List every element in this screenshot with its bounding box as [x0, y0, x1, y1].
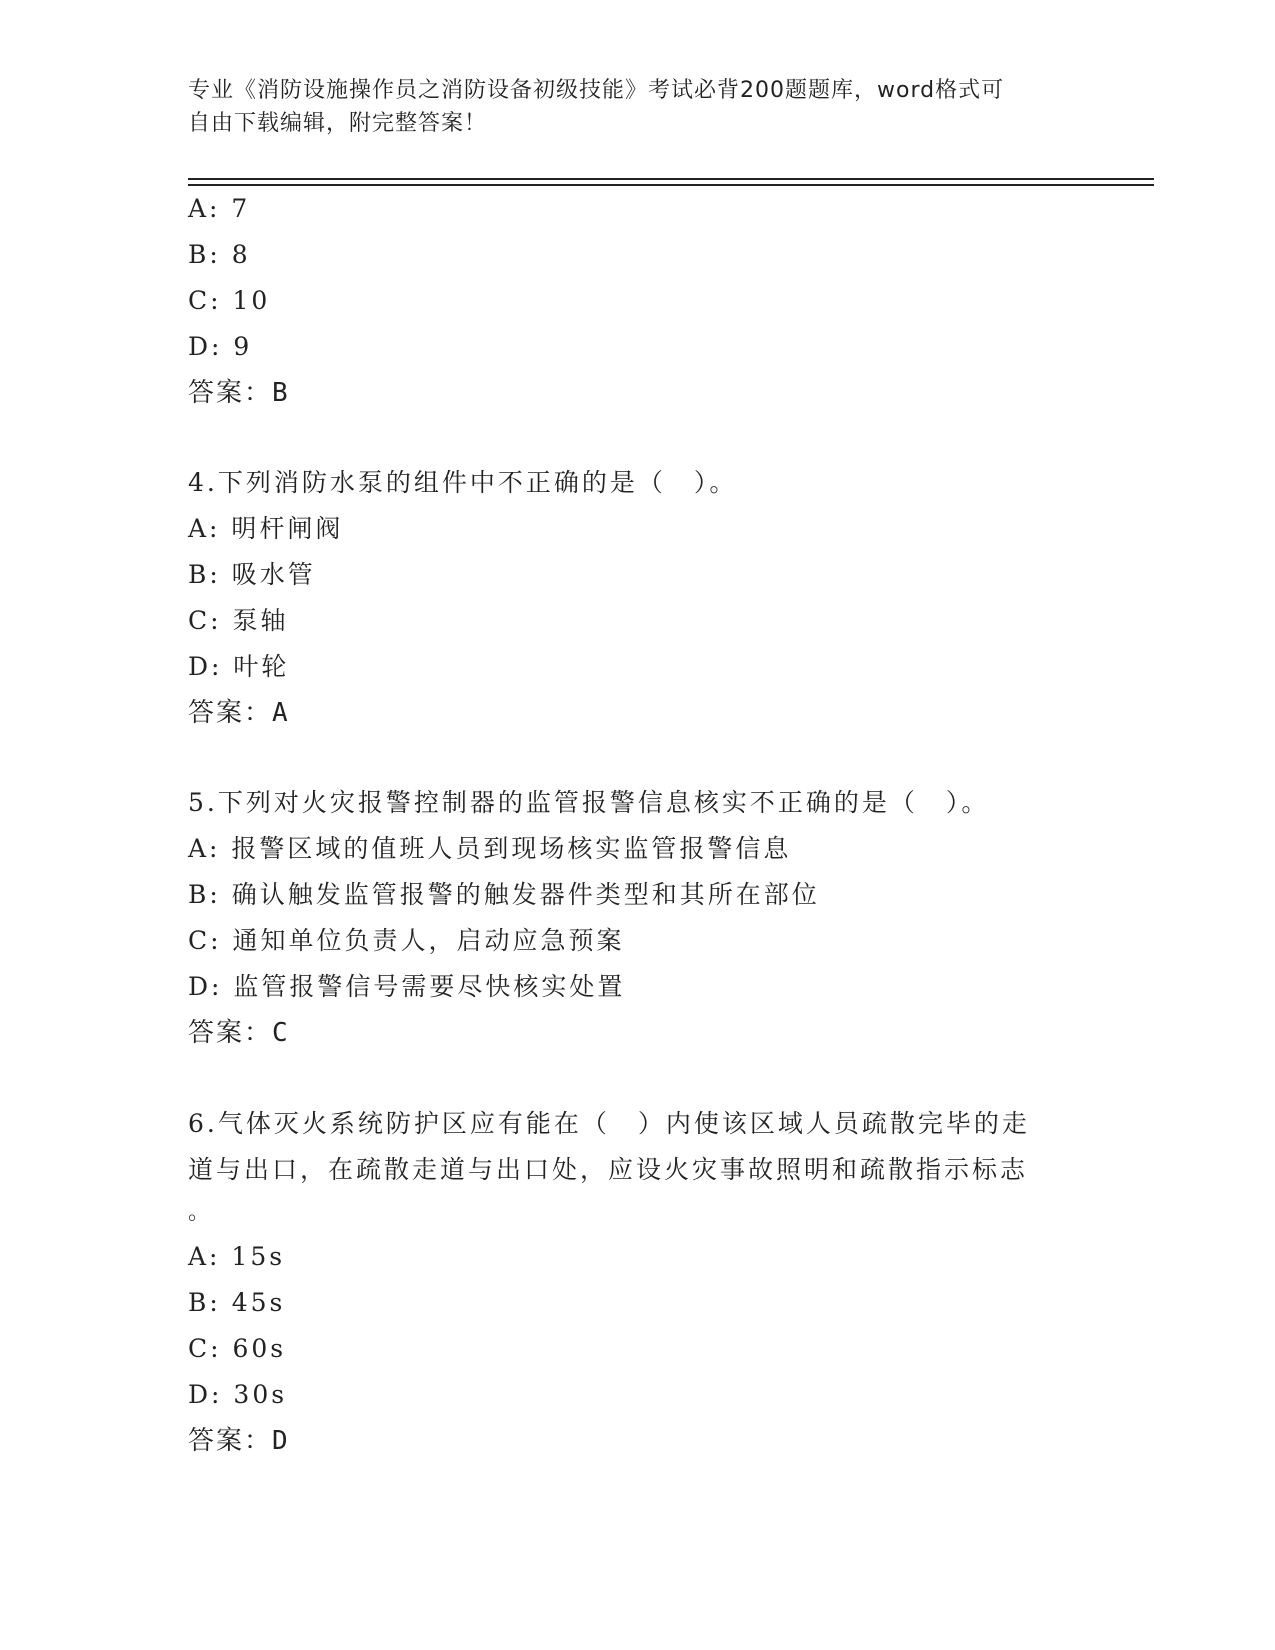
question-stem-line-1: 6.气体灭火系统防护区应有能在（ ）内使该区域人员疏散完毕的走: [188, 1109, 1030, 1138]
answer-label: 答案：A: [188, 698, 290, 728]
question-stem-line-3: 。: [188, 1200, 214, 1225]
header-divider-top: [188, 178, 1154, 180]
answer-label: 答案：D: [188, 1426, 290, 1456]
spacer: [188, 736, 1088, 780]
question-3: [188, 186, 1088, 416]
option-d: D: 9: [188, 332, 253, 361]
option-d: D: 30s: [188, 1380, 288, 1409]
answer-label: 答案：C: [188, 1018, 290, 1048]
option-b: B: 45s: [188, 1288, 286, 1317]
option-a: A: 报警区域的值班人员到现场核实监管报警信息: [188, 834, 792, 863]
option-a: A: 7: [188, 194, 251, 223]
option-a: A: 明杆闸阀: [188, 514, 344, 543]
option-c: C: 10: [188, 286, 271, 315]
question-6: [188, 1100, 1088, 1464]
answer-label: 答案：B: [188, 378, 290, 408]
question-5: [188, 780, 1088, 1056]
option-d: D: 监管报警信号需要尽快核实处置: [188, 972, 626, 1001]
option-b: B: 吸水管: [188, 560, 316, 589]
option-c: C: 60s: [188, 1334, 287, 1363]
question-list: [188, 186, 1088, 1464]
option-d: D: 叶轮: [188, 652, 290, 681]
header-line-2: 自由下载编辑，附完整答案！: [188, 111, 488, 136]
header-line-1: 专业《消防设施操作员之消防设备初级技能》考试必背200题题库，word格式可: [188, 78, 1005, 103]
option-c: C: 泵轴: [188, 606, 289, 635]
spacer: [188, 1056, 1088, 1100]
option-c: C: 通知单位负责人，启动应急预案: [188, 926, 625, 955]
question-stem: 5.下列对火灾报警控制器的监管报警信息核实不正确的是（ ）。: [188, 788, 990, 817]
question-4: [188, 460, 1088, 736]
option-a: A: 15s: [188, 1242, 286, 1271]
option-b: B: 8: [188, 240, 251, 269]
question-stem-line-2: 道与出口，在疏散走道与出口处，应设火灾事故照明和疏散指示标志: [188, 1155, 1029, 1184]
option-b: B: 确认触发监管报警的触发器件类型和其所在部位: [188, 880, 820, 909]
document-header: [188, 74, 1068, 140]
spacer: [188, 416, 1088, 460]
question-stem: 4.下列消防水泵的组件中不正确的是（ ）。: [188, 468, 738, 497]
